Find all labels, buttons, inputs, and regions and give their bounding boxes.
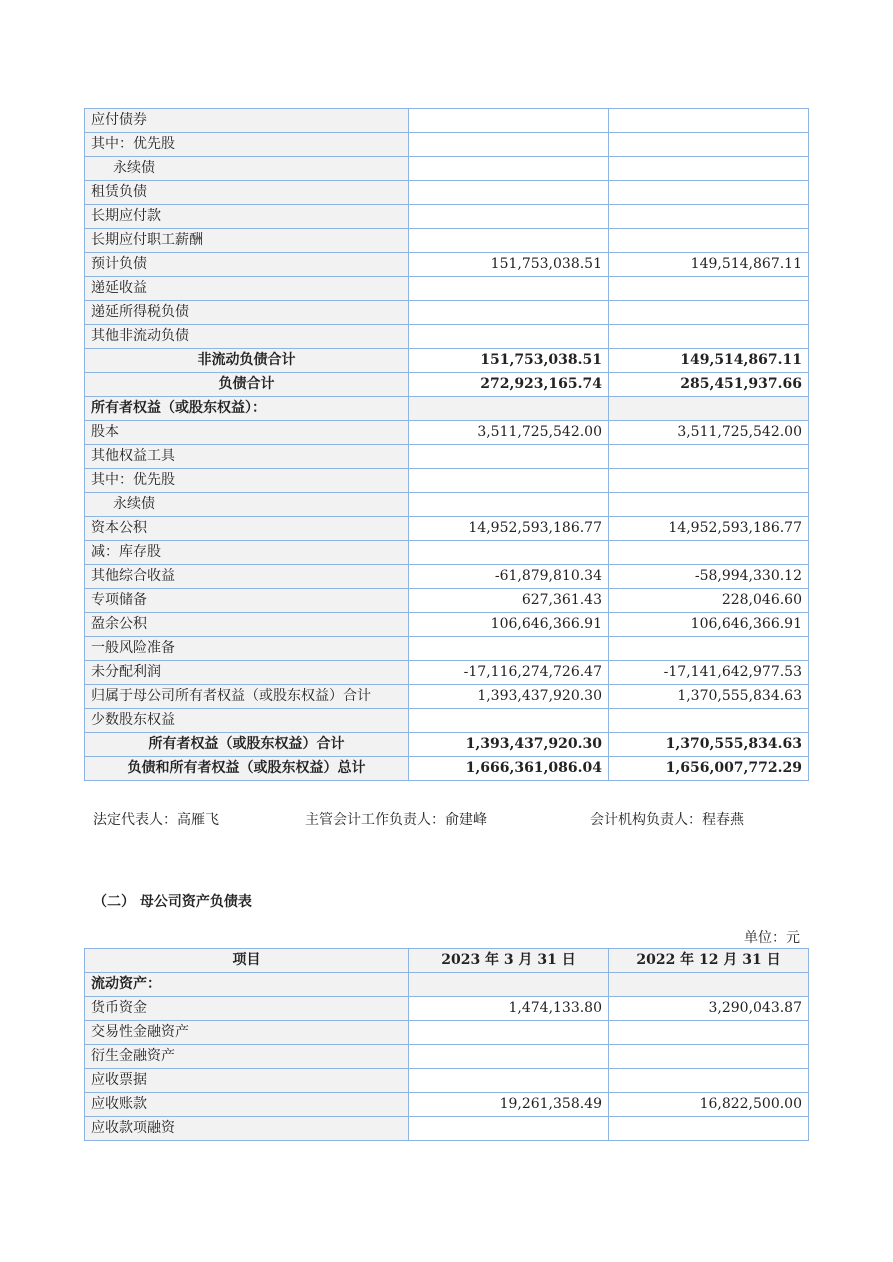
value-prior: 285,451,937.66 [609, 373, 809, 397]
table-row [85, 205, 809, 229]
table-row [85, 613, 809, 637]
header-2023: 2023 年 3 月 31 日 [409, 949, 609, 973]
table-row [85, 565, 809, 589]
table-row [85, 1021, 809, 1045]
table-row [85, 757, 809, 781]
value-current [409, 973, 609, 997]
row-label: 非流动负债合计 [85, 349, 409, 373]
row-label: 归属于母公司所有者权益（或股东权益）合计 [85, 685, 409, 709]
value-prior: 1,370,555,834.63 [609, 733, 809, 757]
table-row [85, 637, 809, 661]
value-prior [609, 277, 809, 301]
value-current [409, 637, 609, 661]
row-label: 应收票据 [85, 1069, 409, 1093]
value-current: 1,666,361,086.04 [409, 757, 609, 781]
value-prior [609, 1045, 809, 1069]
value-prior [609, 445, 809, 469]
table-row [85, 133, 809, 157]
accounting-head: 主管会计工作负责人：俞建峰 [305, 812, 487, 828]
value-current: 106,646,366.91 [409, 613, 609, 637]
row-label: 应收账款 [85, 1093, 409, 1117]
row-label: 交易性金融资产 [85, 1021, 409, 1045]
value-current [409, 301, 609, 325]
value-prior: 14,952,593,186.77 [609, 517, 809, 541]
value-current [409, 181, 609, 205]
row-label: 负债合计 [85, 373, 409, 397]
row-label: 衍生金融资产 [85, 1045, 409, 1069]
table-row [85, 1069, 809, 1093]
table-row [85, 349, 809, 373]
value-prior [609, 325, 809, 349]
table-row [85, 277, 809, 301]
value-prior [609, 1021, 809, 1045]
row-label: 应收款项融资 [85, 1117, 409, 1141]
table-row [85, 301, 809, 325]
value-prior: 1,370,555,834.63 [609, 685, 809, 709]
row-label: 盈余公积 [85, 613, 409, 637]
row-label: 递延所得税负债 [85, 301, 409, 325]
row-label: 未分配利润 [85, 661, 409, 685]
value-prior [609, 493, 809, 517]
table-row [85, 1045, 809, 1069]
header-2022: 2022 年 12 月 31 日 [609, 949, 809, 973]
row-label: 租赁负债 [85, 181, 409, 205]
table-row [85, 1093, 809, 1117]
table-row [85, 229, 809, 253]
row-label: 所有者权益（或股东权益）合计 [85, 733, 409, 757]
value-current [409, 1069, 609, 1093]
value-current [409, 469, 609, 493]
value-current: 14,952,593,186.77 [409, 517, 609, 541]
value-current [409, 325, 609, 349]
value-prior: 1,656,007,772.29 [609, 757, 809, 781]
row-label: 所有者权益（或股东权益）： [85, 397, 409, 421]
value-current [409, 445, 609, 469]
value-current [409, 709, 609, 733]
consolidated-balance-sheet-table [84, 108, 809, 781]
value-prior [609, 157, 809, 181]
value-prior [609, 973, 809, 997]
value-current [409, 109, 609, 133]
value-prior [609, 1069, 809, 1093]
table-row [85, 973, 809, 997]
table-row [85, 589, 809, 613]
value-current: 1,393,437,920.30 [409, 733, 609, 757]
table-row [85, 421, 809, 445]
table-row [85, 1117, 809, 1141]
value-prior [609, 541, 809, 565]
value-prior [609, 469, 809, 493]
value-current [409, 157, 609, 181]
row-label: 预计负债 [85, 253, 409, 277]
value-prior: 3,290,043.87 [609, 997, 809, 1021]
value-current [409, 277, 609, 301]
value-current: 19,261,358.49 [409, 1093, 609, 1117]
value-prior [609, 301, 809, 325]
value-prior [609, 229, 809, 253]
value-prior: 106,646,366.91 [609, 613, 809, 637]
value-current: 272,923,165.74 [409, 373, 609, 397]
value-prior: 3,511,725,542.00 [609, 421, 809, 445]
value-current: -17,116,274,726.47 [409, 661, 609, 685]
value-current: 151,753,038.51 [409, 253, 609, 277]
table-row [85, 685, 809, 709]
value-prior: -58,994,330.12 [609, 565, 809, 589]
table-row [85, 709, 809, 733]
value-current [409, 1021, 609, 1045]
table-row [85, 661, 809, 685]
value-current [409, 205, 609, 229]
row-label: 永续债 [85, 157, 409, 181]
value-current [409, 541, 609, 565]
value-current: 627,361.43 [409, 589, 609, 613]
value-current: 1,393,437,920.30 [409, 685, 609, 709]
value-current [409, 1045, 609, 1069]
row-label: 递延收益 [85, 277, 409, 301]
row-label: 专项储备 [85, 589, 409, 613]
table-row [85, 469, 809, 493]
row-label: 少数股东权益 [85, 709, 409, 733]
row-label: 其中：优先股 [85, 133, 409, 157]
row-label: 永续债 [85, 493, 409, 517]
row-label: 流动资产： [85, 973, 409, 997]
unit-label: 单位：元 [744, 930, 800, 946]
table-row [85, 997, 809, 1021]
value-current: 1,474,133.80 [409, 997, 609, 1021]
row-label: 股本 [85, 421, 409, 445]
row-label: 其中：优先股 [85, 469, 409, 493]
value-prior [609, 637, 809, 661]
value-current [409, 133, 609, 157]
value-current: -61,879,810.34 [409, 565, 609, 589]
table-row [85, 493, 809, 517]
value-prior [609, 1117, 809, 1141]
value-prior [609, 181, 809, 205]
parent-balance-sheet-table [84, 948, 809, 1141]
legal-representative: 法定代表人：高雁飞 [93, 812, 219, 828]
value-current [409, 1117, 609, 1141]
value-prior [609, 133, 809, 157]
row-label: 长期应付款 [85, 205, 409, 229]
value-current [409, 493, 609, 517]
row-label: 其他非流动负债 [85, 325, 409, 349]
accounting-org-head: 会计机构负责人：程春燕 [590, 812, 744, 828]
value-prior [609, 709, 809, 733]
value-current [409, 229, 609, 253]
row-label: 长期应付职工薪酬 [85, 229, 409, 253]
row-label: 其他综合收益 [85, 565, 409, 589]
row-label: 减：库存股 [85, 541, 409, 565]
value-prior: 16,822,500.00 [609, 1093, 809, 1117]
value-current: 3,511,725,542.00 [409, 421, 609, 445]
value-prior [609, 109, 809, 133]
value-prior [609, 205, 809, 229]
table-row [85, 445, 809, 469]
row-label: 其他权益工具 [85, 445, 409, 469]
table-row [85, 541, 809, 565]
header-item: 项目 [85, 949, 409, 973]
value-prior: -17,141,642,977.53 [609, 661, 809, 685]
table-row [85, 181, 809, 205]
value-current: 151,753,038.51 [409, 349, 609, 373]
value-current [409, 397, 609, 421]
row-label: 负债和所有者权益（或股东权益）总计 [85, 757, 409, 781]
value-prior [609, 397, 809, 421]
value-prior: 228,046.60 [609, 589, 809, 613]
row-label: 资本公积 [85, 517, 409, 541]
table-row [85, 253, 809, 277]
table-row [85, 157, 809, 181]
header-row [85, 949, 809, 973]
value-prior: 149,514,867.11 [609, 349, 809, 373]
table-row [85, 517, 809, 541]
table-row [85, 109, 809, 133]
row-label: 应付债券 [85, 109, 409, 133]
section-title: （二） 母公司资产负债表 [93, 894, 252, 910]
table-row [85, 325, 809, 349]
table-row [85, 397, 809, 421]
table-row [85, 373, 809, 397]
table-row [85, 733, 809, 757]
row-label: 货币资金 [85, 997, 409, 1021]
value-prior: 149,514,867.11 [609, 253, 809, 277]
row-label: 一般风险准备 [85, 637, 409, 661]
